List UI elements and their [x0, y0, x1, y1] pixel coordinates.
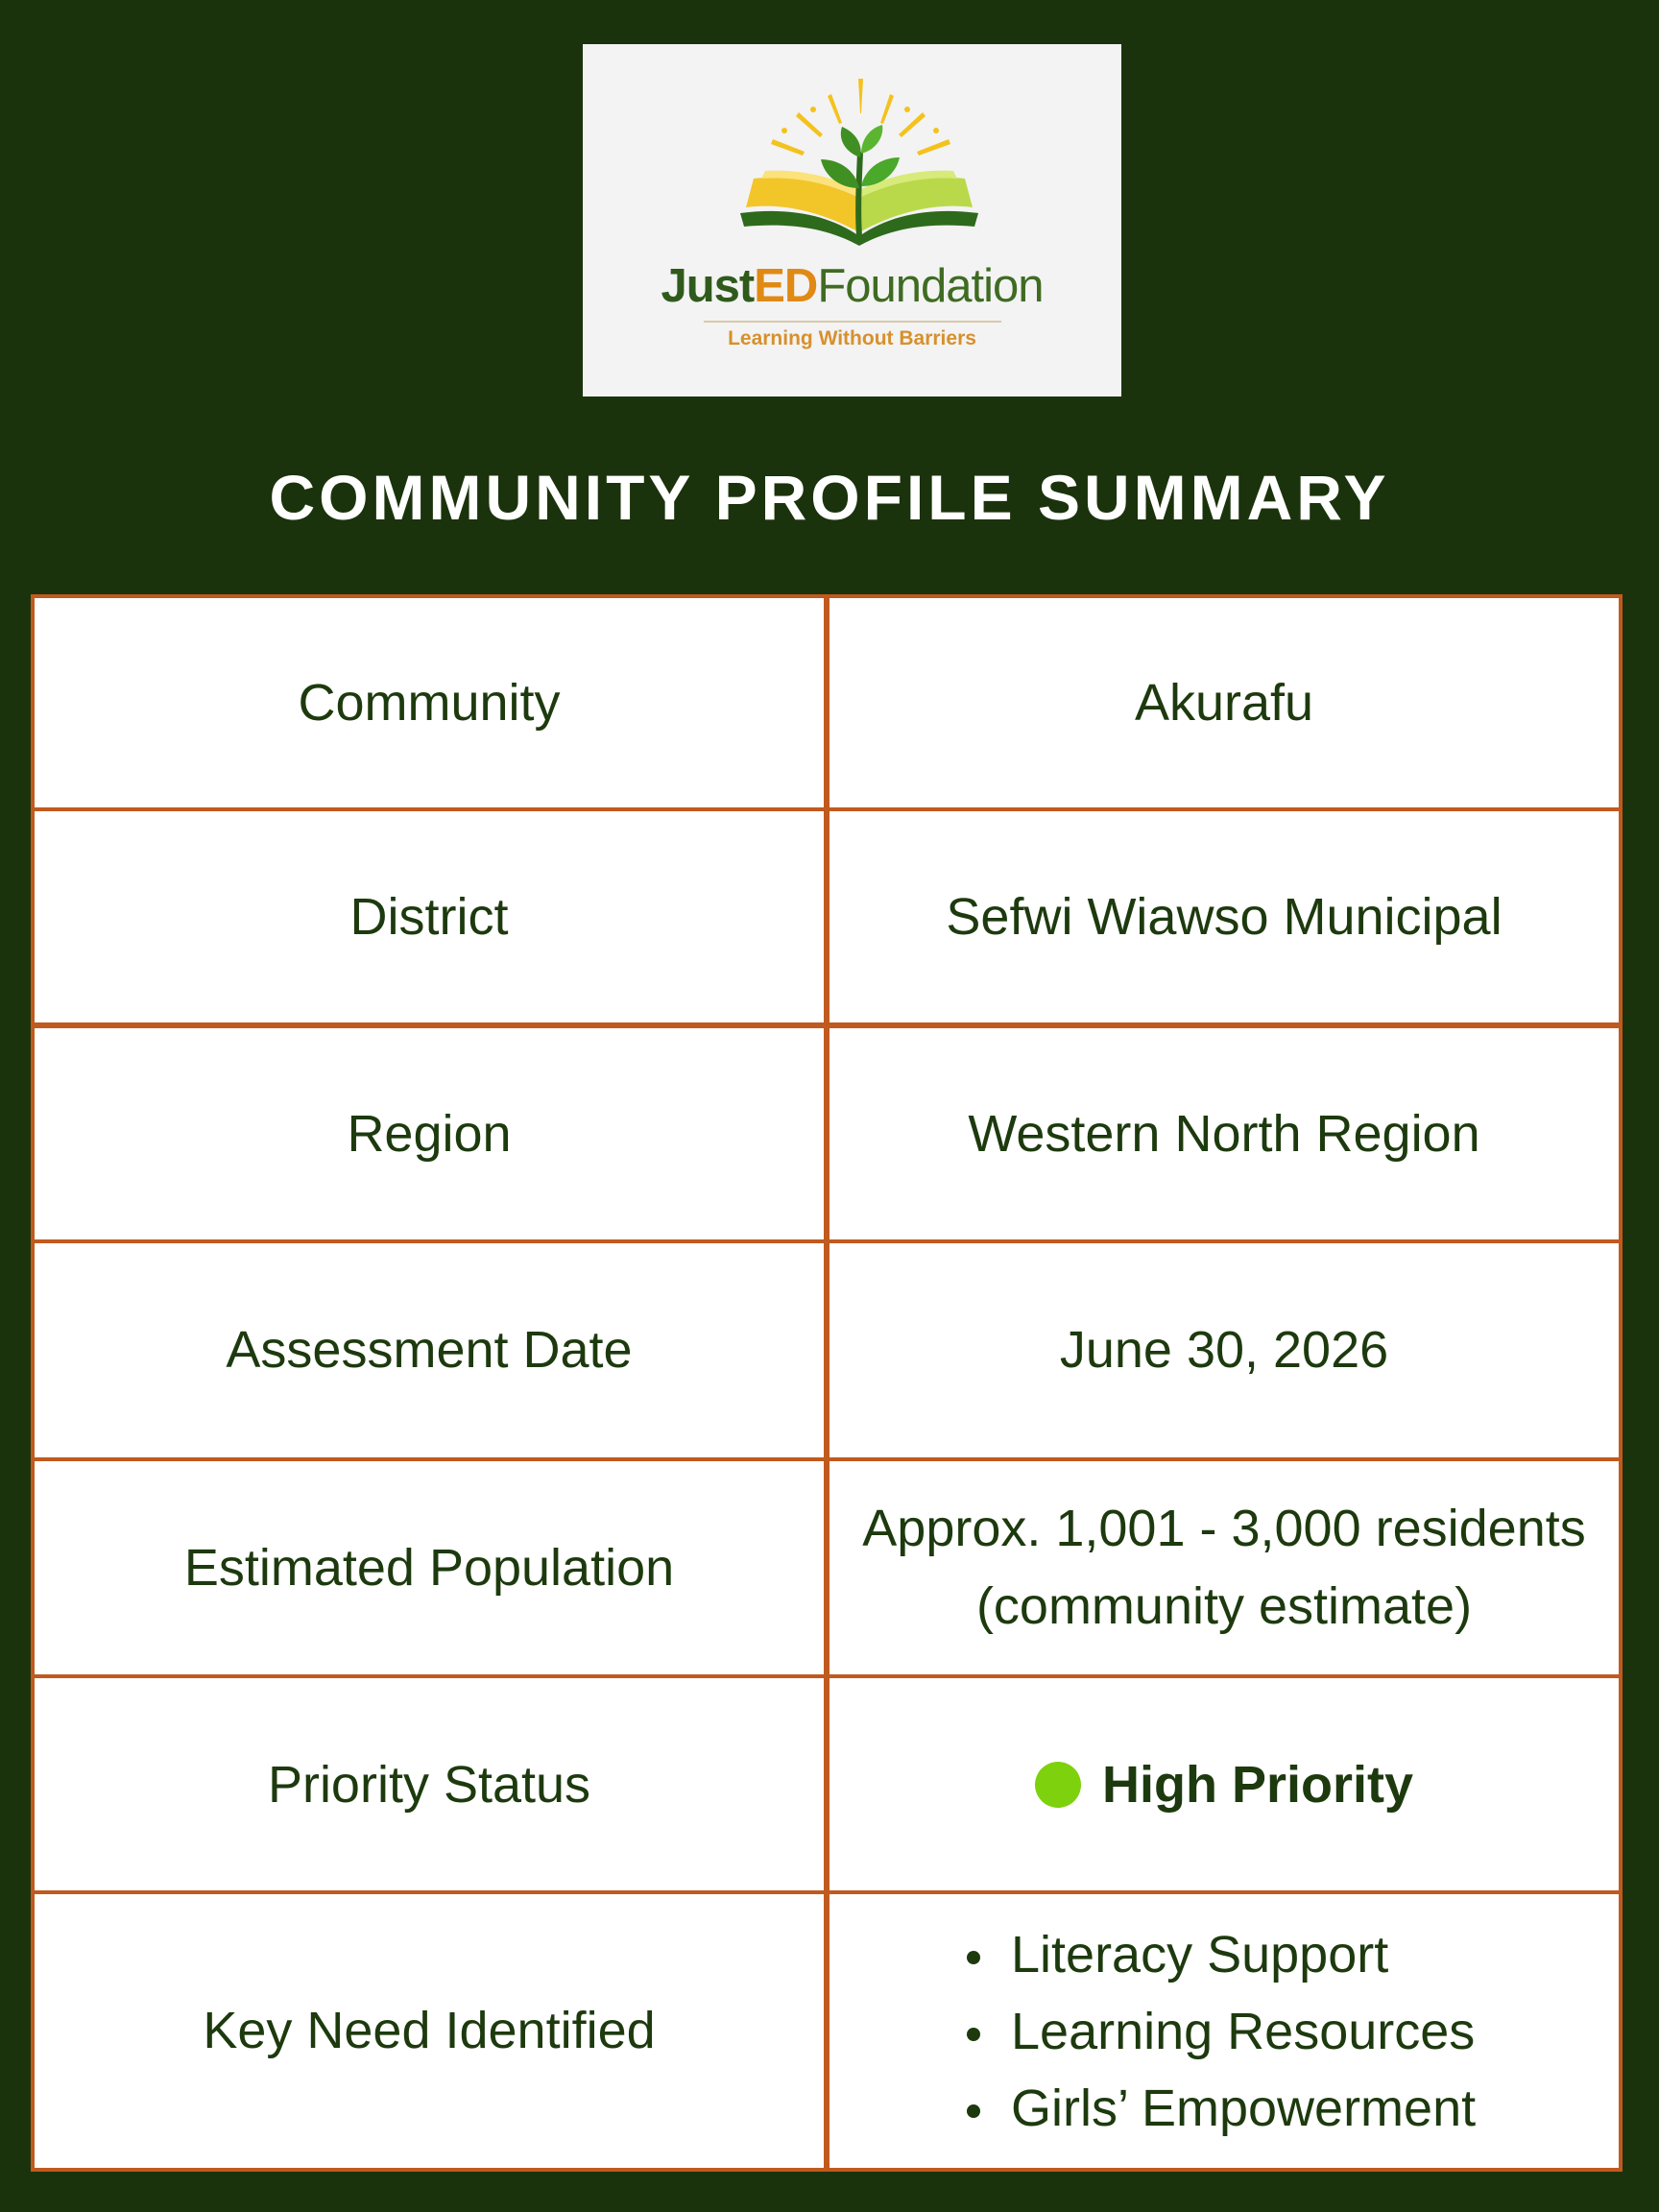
row-label-priority-status: Priority Status — [31, 1674, 828, 1895]
brand-tagline: Learning Without Barriers — [728, 327, 976, 349]
table-row — [31, 1024, 1623, 1243]
table-row — [31, 1457, 1623, 1678]
table-row — [31, 1890, 1623, 2172]
brand-name-foundation: Foundation — [817, 260, 1044, 312]
list-item: Girls’ Empowerment — [955, 2070, 1493, 2147]
row-value-community: Akurafu — [826, 594, 1623, 811]
brand-name-ed: ED — [754, 260, 818, 312]
logo-card — [583, 44, 1121, 397]
status-dot-icon — [1035, 1762, 1081, 1808]
row-label-community: Community — [31, 594, 828, 811]
table-row — [31, 1239, 1623, 1461]
table-row — [31, 807, 1623, 1026]
brand-name — [583, 259, 1121, 313]
row-value-priority-status — [826, 1674, 1623, 1895]
row-value-estimated-population — [826, 1457, 1623, 1678]
table-row — [31, 594, 1623, 811]
key-needs-list — [955, 1916, 1493, 2147]
row-value-region: Western North Region — [826, 1024, 1623, 1243]
population-note: (community estimate) — [975, 1577, 1473, 1635]
row-value-assessment-date: June 30, 2026 — [826, 1239, 1623, 1461]
open-book-sprout-sun-icon — [583, 44, 1121, 265]
page-title: COMMUNITY PROFILE SUMMARY — [269, 462, 1390, 533]
list-item: Learning Resources — [955, 1993, 1493, 2070]
priority-label: High Priority — [1101, 1755, 1414, 1814]
brand-divider — [704, 321, 1001, 323]
population-range: Approx. 1,001 - 3,000 residents — [862, 1500, 1586, 1557]
row-label-estimated-population: Estimated Population — [31, 1457, 828, 1678]
row-value-key-need — [826, 1890, 1623, 2172]
row-label-region: Region — [31, 1024, 828, 1243]
table-row — [31, 1674, 1623, 1895]
row-label-assessment-date: Assessment Date — [31, 1239, 828, 1461]
row-label-key-need: Key Need Identified — [31, 1890, 828, 2172]
row-value-district: Sefwi Wiawso Municipal — [826, 807, 1623, 1026]
brand-name-just: Just — [661, 260, 755, 312]
list-item: Literacy Support — [955, 1916, 1493, 1993]
row-label-district: District — [31, 807, 828, 1026]
priority-indicator — [1035, 1746, 1413, 1824]
